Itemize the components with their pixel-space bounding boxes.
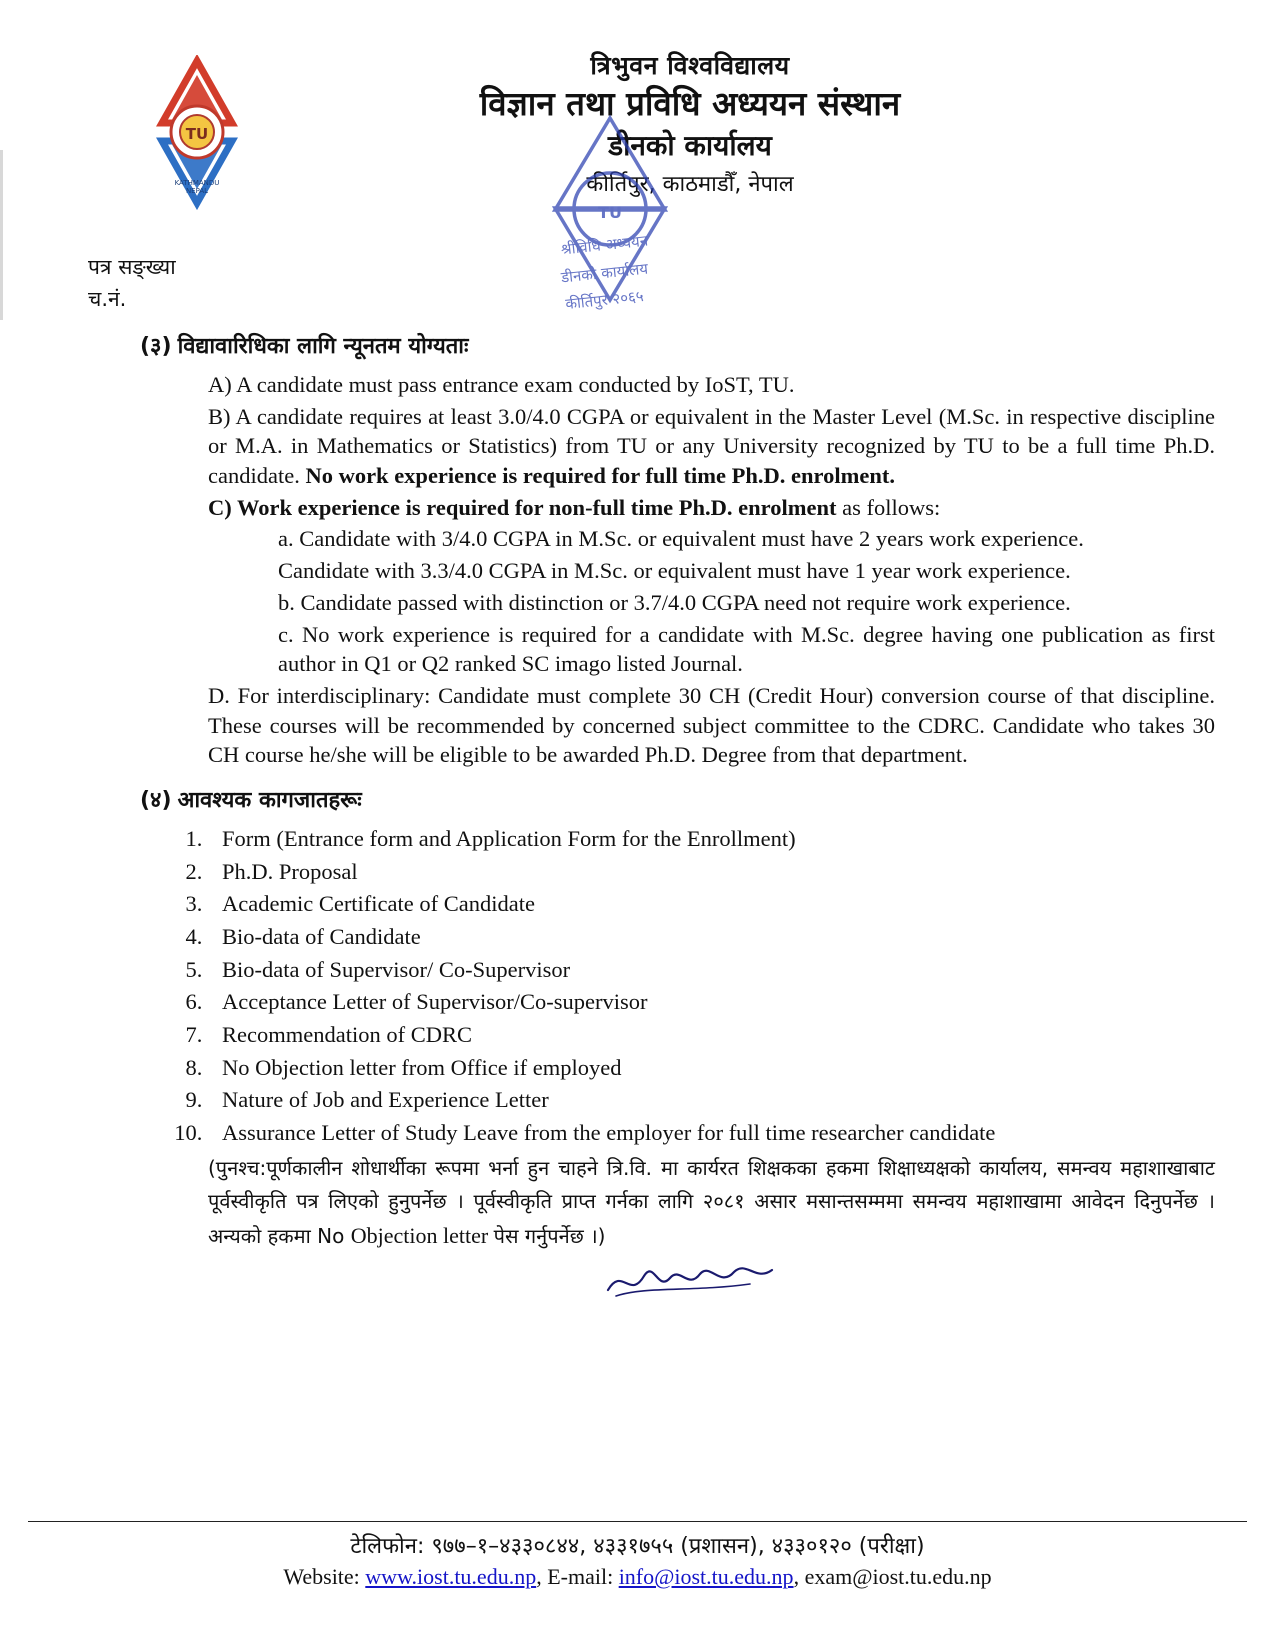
section-3-item-c-a2: Candidate with 3.3/4.0 CGPA in M.Sc. or equivalent must have 1 year work experience. [278,558,1071,584]
letterhead-header [0,0,1275,330]
section-3-number: (३) [140,334,172,359]
footer-email-secondary: , exam@iost.tu.edu.np [793,1564,992,1589]
svg-text:श्रीविधि अध्ययन: श्रीविधि अध्ययन [560,231,649,259]
section-3-item-c [0,493,1275,523]
svg-text:डीनको कार्यालय: डीनको कार्यालय [560,259,649,287]
item-c-text: as follows: [836,494,941,520]
svg-text:TU: TU [185,125,209,143]
email-link-info[interactable]: info@iost.tu.edu.np [618,1564,794,1589]
note-english-part: Objection letter [350,1222,494,1248]
item-b-bold: No work experience is required for full time Ph.D. enrolment. [305,463,895,489]
list-item: 1. Form (Entrance form and Application Form for the Enrollment) [208,824,1275,854]
list-item: 7. Recommendation of CDRC [208,1020,1275,1050]
signature [600,1260,780,1304]
svg-text:TU: TU [598,203,622,222]
note-nepali-part-2: पेस गर्नुपर्नेछ ।) [493,1223,606,1248]
letterhead-text [330,50,1050,199]
list-item: 3. Academic Certificate of Candidate [208,889,1275,919]
footer-divider [28,1521,1247,1522]
footer-phone: टेलिफोन: ९७७–१–४३३०८४४, ४३३१७५५ (प्रशासन), ४३३०१२० (परीक्षा) [350,1534,925,1559]
reference-block [88,252,176,315]
university-name: त्रिभुवन विश्वविद्यालय [590,51,790,80]
svg-text:NEPAL: NEPAL [185,187,209,195]
section-4-heading [140,784,1275,814]
section-4-title: आवश्यक कागजातहरूः [177,787,362,813]
office-name: डीनको कार्यालय [608,129,772,163]
ref-chalani-number-label: च.नं. [88,286,127,311]
list-item: 4. Bio-data of Candidate [208,922,1275,952]
section-3-item-d: D. For interdisciplinary: Candidate must complete 30 CH (Credit Hour) conversion course of that discipline. These courses will be recommended by concerned subject committee to the CDRC. Candidate who takes 30 CH course he/she will be eligible to be awarded Ph.D. Degree from that department. [208,682,1215,768]
list-item: 5. Bio-data of Supervisor/ Co-Supervisor [208,955,1275,985]
document-body [0,330,1275,1304]
tribhuvan-university-iost-logo-icon [120,55,275,210]
section-4-note [208,1152,1215,1254]
section-3-item-c-b: b. Candidate passed with distinction or 3.7/4.0 CGPA need not require work experience. [278,589,1071,615]
section-4-number: (४) [140,787,172,813]
list-item: 6. Acceptance Letter of Supervisor/Co-supervisor [208,987,1275,1017]
footer-web-line [0,1564,1275,1590]
section-3-item-b [0,402,1275,491]
footer-email-label: , E-mail: [536,1564,619,1589]
required-documents-list [0,824,1275,1148]
section-3-title: विद्यावारिधिका लागि न्यूनतम योग्यताः [177,334,469,359]
list-item: 2. Ph.D. Proposal [208,857,1275,887]
office-address: कीर्तिपुर, काठमाडौँ, नेपाल [586,171,794,197]
list-item: 10. Assurance Letter of Study Leave from the employer for full time researcher candidate [208,1118,1275,1148]
section-3-item-a: A) A candidate must pass entrance exam conducted by IoST, TU. [208,372,795,397]
item-b-text: B) A candidate requires at least 3.0/4.0 CGPA or equivalent in the Master Level (M.Sc. in respective discipline or M.A. in Mathematics or Statistics) from TU or any University recognized by TU to be a full time Ph.D. candidate. [208,403,1215,489]
section-3-item-c-a: a. Candidate with 3/4.0 CGPA in M.Sc. or equivalent must have 2 years work experience. [278,526,1084,552]
institute-name: विज्ञान तथा प्रविधि अध्ययन संस्थान [479,84,901,124]
svg-text:कीर्तिपुर २०६५: कीर्तिपुर २०६५ [564,286,645,314]
footer-website-label: Website: [283,1564,366,1589]
note-nepali-part-1: (पुनश्च:पूर्णकालीन शोधार्थीका रूपमा भर्ना हुन चाहने त्रि.वि. मा कार्यरत शिक्षकका हकमा शिक्षाध्यक्षको कार्यालय, समन्वय महाशाखाबाट पूर्वस्वीकृति पत्र लिएको हुनुपर्नेछ । पूर्वस्वीकृति प्राप्त गर्नका लागि २०८१ असार मसान्तसम्ममा समन्वय महाशाखामा आवेदन दिनुपर्नेछ । अन्यको हकमा No [208,1155,1215,1248]
ref-letter-number-label: पत्र सङ्ख्या [88,255,176,279]
website-link[interactable]: www.iost.tu.edu.np [365,1564,537,1589]
section-3-item-c-c: c. No work experience is required for a candidate with M.Sc. degree having one publication as first author in Q1 or Q2 ranked SC imago listed Journal. [278,621,1215,677]
list-item: 9. Nature of Job and Experience Letter [208,1085,1275,1115]
svg-text:KATHMANDU: KATHMANDU [174,179,220,187]
item-c-bold: C) Work experience is required for non-full time Ph.D. enrolment [208,494,837,520]
list-item: 8. No Objection letter from Office if employed [208,1053,1275,1083]
page-footer [0,1521,1275,1590]
section-3-heading [140,330,1275,360]
